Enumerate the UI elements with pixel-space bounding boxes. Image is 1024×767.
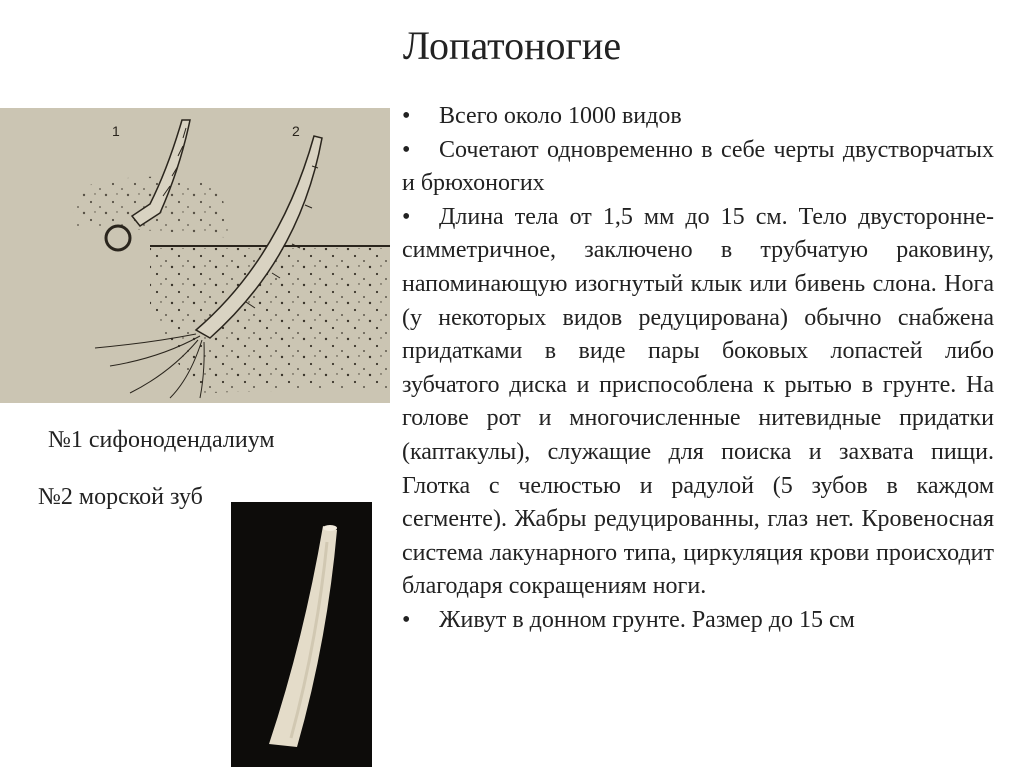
bullet-marker: • (402, 203, 411, 230)
slide-title: Лопатоногие (402, 23, 622, 68)
bullet-text: Живут в донном грунте. Размер до 15 см (439, 606, 855, 633)
tusk-shell-photo (231, 502, 372, 767)
bullet-item (402, 201, 994, 604)
bullet-marker: • (402, 136, 411, 163)
bullet-item (402, 100, 994, 134)
bullet-text: Всего около 1000 видов (439, 103, 682, 129)
caption-tooth: №2 морской зуб (38, 484, 203, 510)
bullet-list (402, 100, 994, 638)
drawing-label-2: 2 (292, 123, 300, 139)
bullet-item (402, 134, 994, 201)
bullet-marker: • (402, 606, 411, 633)
bullet-text: Сочетают одновременно в себе черты двустворчатых и брюхоногих (402, 136, 994, 197)
bullet-item (402, 604, 994, 638)
bullet-marker: • (402, 103, 411, 129)
drawing-label-1: 1 (112, 123, 120, 139)
bullet-text: Длина тела от 1,5 мм до 15 см. Тело двусторонне-симметричное, заключено в трубчатую раковину, напоминающую изогнутый клык или бивень слона. Нога (у некоторых видов редуцирована) обычно снабжена придатками в виде пары боковых лопастей либо зубчатого диска и приспособлена к рытью в грунте. На голове рот и многочисленные нитевидные придатки (каптакулы), служащие для поиска и захвата пищи. Глотка с челюстью и радулой (5 зубов в каждом сегменте). Жабры редуцированны, глаз нет. Кровеносная система лакунарного типа, циркуляция крови происходит благодаря сокращениям ноги. (402, 203, 994, 600)
caption-siphon: №1 сифонодендалиум (48, 427, 275, 453)
scaphopod-drawing (0, 108, 390, 403)
